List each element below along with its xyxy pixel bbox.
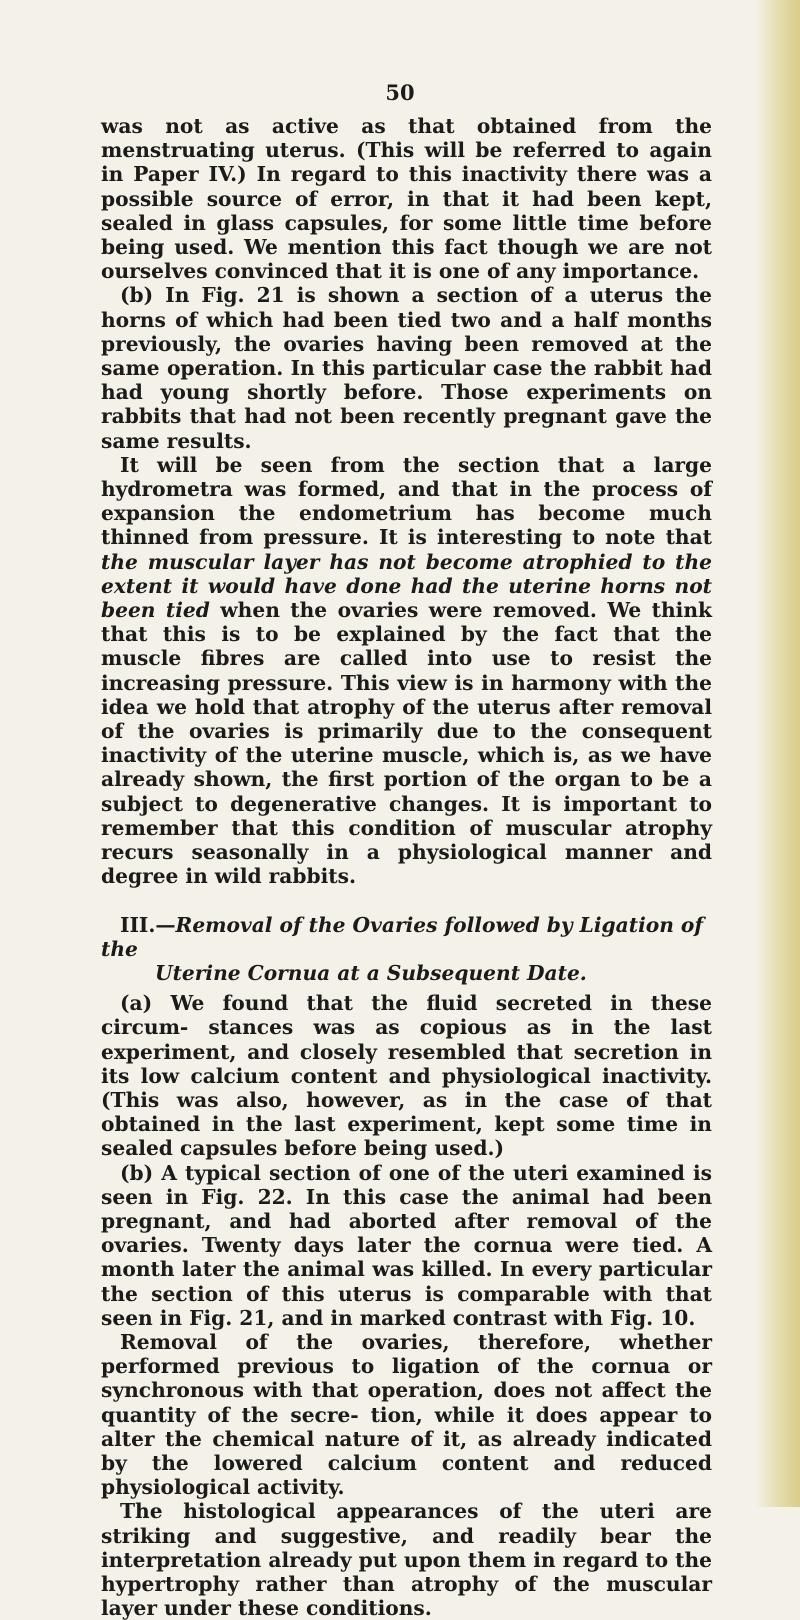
paragraph-4: (a) We found that the fluid secreted in these circum- stances was as copious as in the last experiment, and closely resembled that secretion in its low calcium content and physiological inactivity. (This was also, however, as in the case of that obtained in the last experiment, kept some time in sealed capsules before being used.)	[101, 991, 712, 1161]
page-number: 50	[385, 80, 415, 105]
paragraph-3-italic-text: the muscular layer has not become atrophied to the extent it would have done had the uterine horns not been tied	[101, 549, 712, 623]
paragraph-6: Removal of the ovaries, therefore, whether performed previous to ligation of the cornua or synchronous with that operation, does not affect the quantity of the secre- tion, while it does appear to alter the chemical nature of it, as already indicated by the lowered calcium content and reduced physiological activity.	[101, 1329, 712, 1500]
page-edge-shadow	[756, 0, 800, 1507]
section-title-line-2: Uterine Cornua at a Subsequent Date.	[155, 960, 587, 985]
section-title-line-1: Removal of the Ovaries followed by Ligation of the	[101, 912, 704, 961]
paragraph-2: (b) In Fig. 21 is shown a section of a uterus the horns of which had been tied two and a half months previously, the ovaries having been removed at the same operation. In this particular case the rabbit had had young shortly before. Those experiments on rabbits that had not been recently pregnant gave the same results.	[101, 283, 712, 453]
page-body	[101, 114, 712, 1620]
paragraph-1: was not as active as that obtained from the menstruating uterus. (This will be referred to again in Paper IV.) In regard to this inactivity there was a possible source of error, in that it had been kept, sealed in glass capsules, for some little time before being used. We mention this fact though we are not ourselves convinced that it is one of any importance.	[101, 114, 712, 284]
paragraph-7: The histological appearances of the uteri are striking and suggestive, and readily bear the interpretation already put upon them in regard to the hypertrophy rather than atrophy of the muscular layer under these conditions.	[101, 1499, 712, 1620]
paragraph-3-text-end: when the ovaries were removed. We think that this is to be explained by the fact that the muscle fibres are called into use to resist the increasing pressure. This view is in harmony with the idea we hold that atrophy of the uterus after removal of the ovaries is primarily due to the consequent inactivity of the uterine muscle, which is, as we have already shown, the first portion of the organ to be a subject to degenerative changes. It is important to remember that this condition of muscular atrophy recurs seasonally in a physiological manner and degree in wild rabbits.	[101, 598, 713, 889]
paragraph-3	[101, 453, 712, 889]
section-number: III.—	[120, 912, 176, 937]
paragraph-3-text-start: It will be seen from the section that a large hydrometra was formed, and that in the process of expansion the endometrium has become much thinned from pressure. It is interesting to note that	[101, 452, 712, 550]
section-heading	[101, 913, 712, 986]
paragraph-5: (b) A typical section of one of the uteri examined is seen in Fig. 22. In this case the animal had been pregnant, and had aborted after removal of the ovaries. Twenty days later the cornua were tied. A month later the animal was killed. In every particular the section of this uterus is comparable with that seen in Fig. 21, and in marked contrast with Fig. 10.	[101, 1160, 712, 1330]
